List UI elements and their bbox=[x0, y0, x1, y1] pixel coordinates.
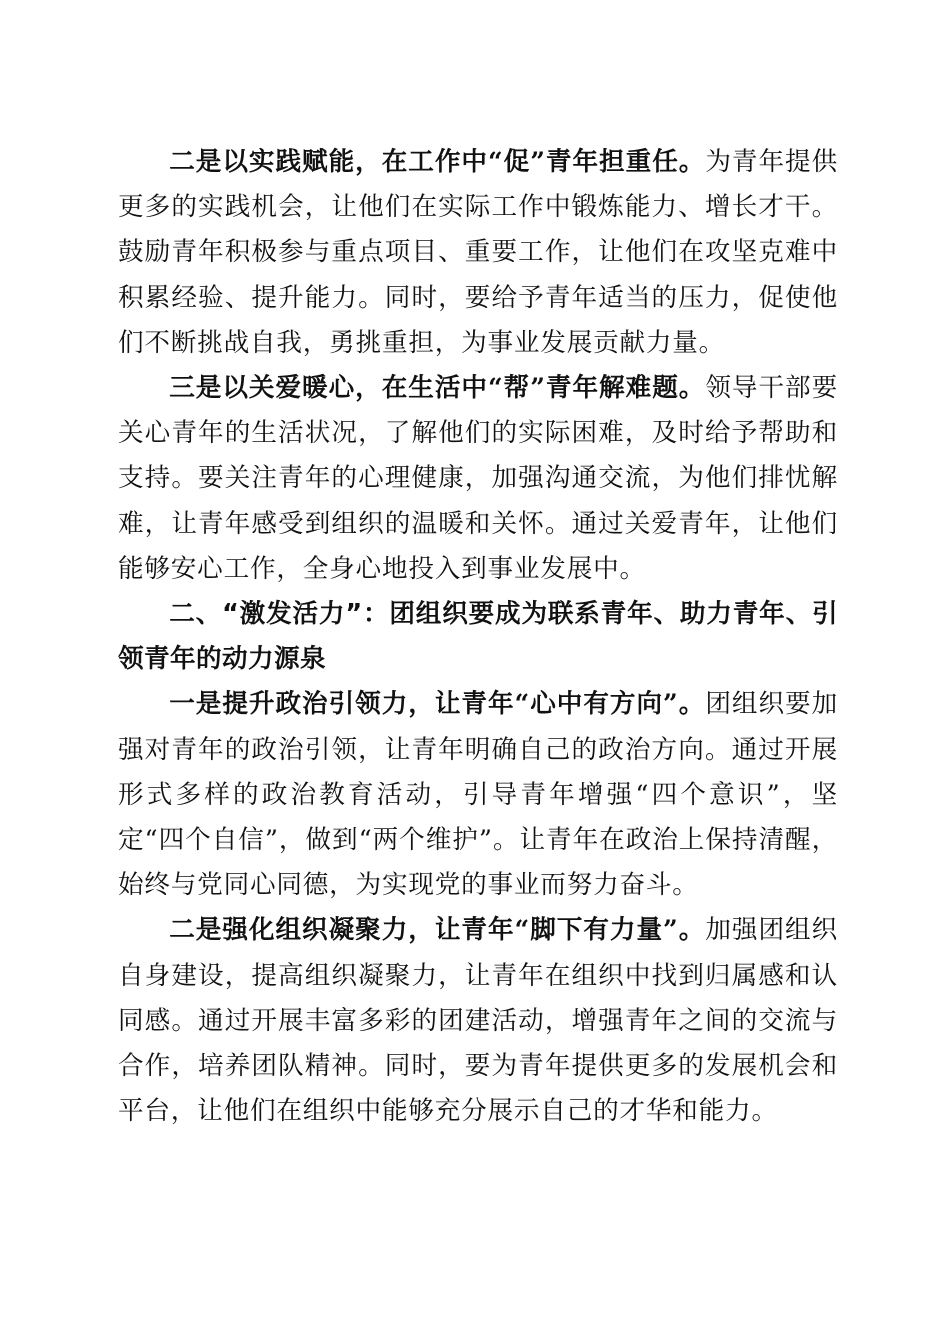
document-body bbox=[118, 140, 838, 1134]
paragraph-care-warmth bbox=[118, 366, 838, 592]
paragraph-lead: 一是提升政治引领力，让青年“心中有方向”。 bbox=[169, 689, 706, 720]
paragraph-lead: 二是以实践赋能，在工作中“促”青年担重任。 bbox=[169, 147, 706, 177]
paragraph-body: 为青年提供更多的实践机会，让他们在实际工作中锻炼能力、增长才干。鼓励青年积极参与重点项目、重要工作，让他们在攻坚克难中积累经验、提升能力。同时，要给予青年适当的压力，促使他们不断挑战自我，勇挑重担，为事业发展贡献力量。 bbox=[118, 147, 838, 358]
paragraph-lead: 三是以关爱暖心，在生活中“帮”青年解难题。 bbox=[169, 373, 706, 404]
paragraph-lead: 二是强化组织凝聚力，让青年“脚下有力量”。 bbox=[169, 915, 706, 946]
section-heading: 二、“激发活力”：团组织要成为联系青年、助力青年、引领青年的动力源泉 bbox=[118, 599, 838, 675]
paragraph-practice-empowerment bbox=[118, 140, 838, 366]
paragraph-political-guidance bbox=[118, 682, 838, 908]
paragraph-organizational-cohesion bbox=[118, 908, 838, 1134]
paragraph-body: 领导干部要关心青年的生活状况，了解他们的实际困难，及时给予帮助和支持。要关注青年的心理健康，加强沟通交流，为他们排忧解难，让青年感受到组织的温暖和关怀。通过关爱青年，让他们能够安心工作，全身心地投入到事业发展中。 bbox=[118, 373, 838, 584]
paragraph-body: 加强团组织自身建设，提高组织凝聚力，让青年在组织中找到归属感和认同感。通过开展丰富多彩的团建活动，增强青年之间的交流与合作，培养团队精神。同时，要为青年提供更多的发展机会和平台，让他们在组织中能够充分展示自己的才华和能力。 bbox=[118, 915, 838, 1127]
paragraph-body: 团组织要加强对青年的政治引领，让青年明确自己的政治方向。通过开展形式多样的政治教育活动，引导青年增强“四个意识”，坚定“四个自信”，做到“两个维护”。让青年在政治上保持清醒，始终与党同心同德，为实现党的事业而努力奋斗。 bbox=[118, 689, 838, 901]
